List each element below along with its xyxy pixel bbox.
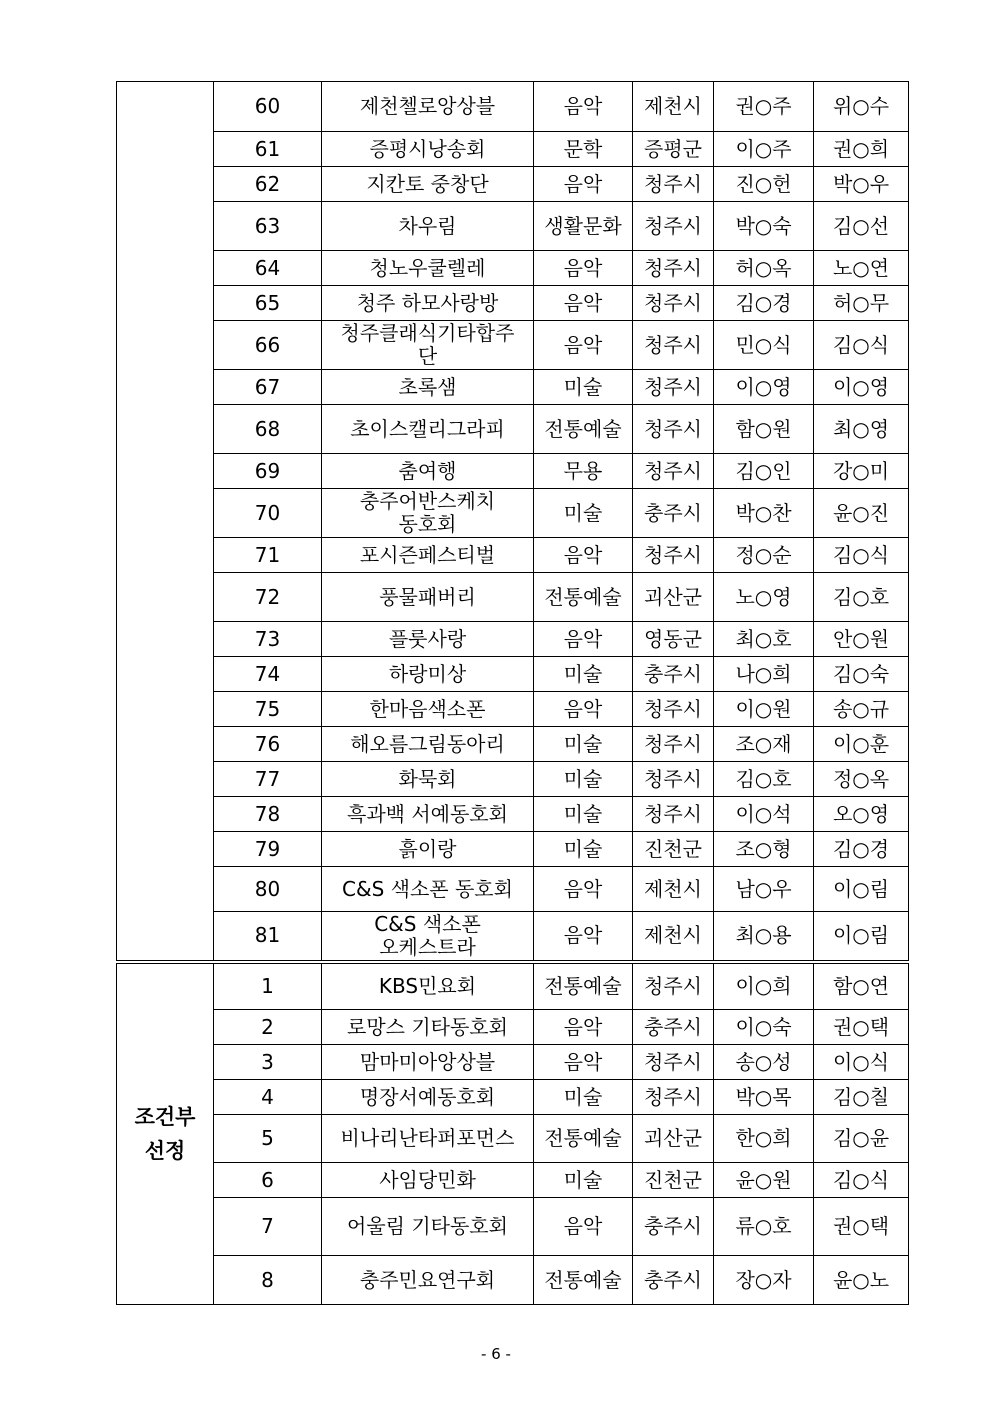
table-row <box>117 82 909 132</box>
region-cell: 청주시 <box>633 167 714 202</box>
contact-person-cell: 권○택 <box>814 1198 909 1256</box>
region-cell: 충주시 <box>633 657 714 692</box>
representative-cell: 이○영 <box>714 370 814 405</box>
region-cell: 제천시 <box>633 912 714 962</box>
contact-person-cell: 이○림 <box>814 867 909 912</box>
group-name-cell: KBS민요회 <box>322 962 534 1010</box>
genre-cell: 음악 <box>534 1045 633 1080</box>
row-number-cell: 2 <box>214 1010 322 1045</box>
group-name-cell: 하랑미상 <box>322 657 534 692</box>
representative-cell: 박○목 <box>714 1080 814 1115</box>
table-row <box>117 912 909 962</box>
table-row <box>117 321 909 370</box>
row-number-cell: 72 <box>214 573 322 622</box>
representative-cell: 윤○원 <box>714 1163 814 1198</box>
contact-person-cell: 최○영 <box>814 405 909 454</box>
region-cell: 청주시 <box>633 1080 714 1115</box>
group-name-cell: 증평시낭송회 <box>322 132 534 167</box>
row-number-cell: 79 <box>214 832 322 867</box>
row-number-cell: 70 <box>214 489 322 538</box>
region-cell: 제천시 <box>633 82 714 132</box>
row-number-cell: 76 <box>214 727 322 762</box>
region-cell: 충주시 <box>633 1198 714 1256</box>
region-cell: 청주시 <box>633 692 714 727</box>
row-number-cell: 73 <box>214 622 322 657</box>
contact-person-cell: 김○식 <box>814 321 909 370</box>
contact-person-cell: 강○미 <box>814 454 909 489</box>
representative-cell: 이○주 <box>714 132 814 167</box>
representative-cell: 조○형 <box>714 832 814 867</box>
contact-person-cell: 위○수 <box>814 82 909 132</box>
representative-cell: 함○원 <box>714 405 814 454</box>
group-name-cell: 제천첼로앙상블 <box>322 82 534 132</box>
table-row <box>117 251 909 286</box>
table-row <box>117 1163 909 1198</box>
row-number-cell: 78 <box>214 797 322 832</box>
table-row <box>117 1080 909 1115</box>
table-row <box>117 132 909 167</box>
region-cell: 증평군 <box>633 132 714 167</box>
genre-cell: 음악 <box>534 692 633 727</box>
contact-person-cell: 김○식 <box>814 1163 909 1198</box>
region-cell: 괴산군 <box>633 1115 714 1163</box>
genre-cell: 생활문화 <box>534 202 633 251</box>
representative-cell: 이○숙 <box>714 1010 814 1045</box>
row-number-cell: 62 <box>214 167 322 202</box>
table-row <box>117 762 909 797</box>
table-row <box>117 1198 909 1256</box>
representative-cell: 이○석 <box>714 797 814 832</box>
group-name-cell: 차우림 <box>322 202 534 251</box>
row-number-cell: 7 <box>214 1198 322 1256</box>
genre-cell: 전통예술 <box>534 1256 633 1305</box>
table-row <box>117 370 909 405</box>
group-name-cell: 흙이랑 <box>322 832 534 867</box>
table-row <box>117 867 909 912</box>
representative-cell: 이○원 <box>714 692 814 727</box>
genre-cell: 음악 <box>534 251 633 286</box>
group-name-cell: 포시즌페스티벌 <box>322 538 534 573</box>
row-number-cell: 60 <box>214 82 322 132</box>
region-cell: 청주시 <box>633 797 714 832</box>
row-number-cell: 5 <box>214 1115 322 1163</box>
region-cell: 청주시 <box>633 727 714 762</box>
region-cell: 청주시 <box>633 202 714 251</box>
group-name-cell: 충주어반스케치 동호회 <box>322 489 534 538</box>
row-number-cell: 75 <box>214 692 322 727</box>
group-name-cell: 해오름그림동아리 <box>322 727 534 762</box>
genre-cell: 미술 <box>534 1080 633 1115</box>
table-row <box>117 167 909 202</box>
row-number-cell: 3 <box>214 1045 322 1080</box>
genre-cell: 미술 <box>534 832 633 867</box>
region-cell: 청주시 <box>633 321 714 370</box>
group-name-cell: 청주클래식기타합주 단 <box>322 321 534 370</box>
group-name-cell: 한마음색소폰 <box>322 692 534 727</box>
table-row <box>117 489 909 538</box>
row-number-cell: 64 <box>214 251 322 286</box>
group-name-cell: 청주 하모사랑방 <box>322 286 534 321</box>
group-name-cell: 초록샘 <box>322 370 534 405</box>
representative-cell: 나○희 <box>714 657 814 692</box>
table-row <box>117 1045 909 1080</box>
table-row <box>117 286 909 321</box>
group-name-cell: 로망스 기타동호회 <box>322 1010 534 1045</box>
row-number-cell: 69 <box>214 454 322 489</box>
contact-person-cell: 권○택 <box>814 1010 909 1045</box>
representative-cell: 한○희 <box>714 1115 814 1163</box>
table-row <box>117 657 909 692</box>
region-cell: 영동군 <box>633 622 714 657</box>
genre-cell: 전통예술 <box>534 1115 633 1163</box>
region-cell: 청주시 <box>633 962 714 1010</box>
contact-person-cell: 허○무 <box>814 286 909 321</box>
row-number-cell: 68 <box>214 405 322 454</box>
genre-cell: 음악 <box>534 286 633 321</box>
contact-person-cell: 권○희 <box>814 132 909 167</box>
representative-cell: 최○호 <box>714 622 814 657</box>
row-number-cell: 61 <box>214 132 322 167</box>
genre-cell: 전통예술 <box>534 962 633 1010</box>
contact-person-cell: 김○선 <box>814 202 909 251</box>
genre-cell: 전통예술 <box>534 405 633 454</box>
group-name-cell: 초이스캘리그라피 <box>322 405 534 454</box>
representative-cell: 김○경 <box>714 286 814 321</box>
region-cell: 청주시 <box>633 454 714 489</box>
representative-cell: 진○헌 <box>714 167 814 202</box>
table-row <box>117 573 909 622</box>
genre-cell: 음악 <box>534 1010 633 1045</box>
region-cell: 충주시 <box>633 489 714 538</box>
row-number-cell: 63 <box>214 202 322 251</box>
contact-person-cell: 김○식 <box>814 538 909 573</box>
group-name-cell: 화묵회 <box>322 762 534 797</box>
genre-cell: 음악 <box>534 622 633 657</box>
genre-cell: 미술 <box>534 657 633 692</box>
region-cell: 진천군 <box>633 832 714 867</box>
genre-cell: 음악 <box>534 912 633 962</box>
group-name-cell: 명장서예동호회 <box>322 1080 534 1115</box>
table-row <box>117 797 909 832</box>
genre-cell: 무용 <box>534 454 633 489</box>
genre-cell: 미술 <box>534 1163 633 1198</box>
representative-cell: 박○숙 <box>714 202 814 251</box>
representative-cell: 노○영 <box>714 573 814 622</box>
contact-person-cell: 정○옥 <box>814 762 909 797</box>
group-name-cell: 청노우쿨렐레 <box>322 251 534 286</box>
group-name-cell: 플룻사랑 <box>322 622 534 657</box>
row-number-cell: 71 <box>214 538 322 573</box>
genre-cell: 음악 <box>534 82 633 132</box>
genre-cell: 미술 <box>534 370 633 405</box>
genre-cell: 음악 <box>534 1198 633 1256</box>
region-cell: 충주시 <box>633 1256 714 1305</box>
contact-person-cell: 송○규 <box>814 692 909 727</box>
table-row <box>117 1256 909 1305</box>
table-row <box>117 832 909 867</box>
table-row <box>117 454 909 489</box>
row-number-cell: 80 <box>214 867 322 912</box>
region-cell: 괴산군 <box>633 573 714 622</box>
roster-body <box>117 82 909 1305</box>
region-cell: 청주시 <box>633 251 714 286</box>
row-number-cell: 6 <box>214 1163 322 1198</box>
region-cell: 청주시 <box>633 1045 714 1080</box>
region-cell: 진천군 <box>633 1163 714 1198</box>
genre-cell: 미술 <box>534 727 633 762</box>
representative-cell: 권○주 <box>714 82 814 132</box>
contact-person-cell: 노○연 <box>814 251 909 286</box>
representative-cell: 남○우 <box>714 867 814 912</box>
contact-person-cell: 안○원 <box>814 622 909 657</box>
representative-cell: 최○용 <box>714 912 814 962</box>
region-cell: 청주시 <box>633 538 714 573</box>
row-number-cell: 1 <box>214 962 322 1010</box>
representative-cell: 박○찬 <box>714 489 814 538</box>
section-label: 조건부 선정 <box>117 962 214 1305</box>
group-name-cell: 맘마미아앙상블 <box>322 1045 534 1080</box>
group-name-cell: C&S 색소폰 오케스트라 <box>322 912 534 962</box>
group-name-cell: 사임당민화 <box>322 1163 534 1198</box>
group-name-cell: C&S 색소폰 동호회 <box>322 867 534 912</box>
region-cell: 청주시 <box>633 762 714 797</box>
group-name-cell: 충주민요연구회 <box>322 1256 534 1305</box>
contact-person-cell: 김○경 <box>814 832 909 867</box>
representative-cell: 이○희 <box>714 962 814 1010</box>
region-cell: 청주시 <box>633 286 714 321</box>
table-row <box>117 1115 909 1163</box>
genre-cell: 전통예술 <box>534 573 633 622</box>
table-row <box>117 202 909 251</box>
row-number-cell: 74 <box>214 657 322 692</box>
contact-person-cell: 윤○노 <box>814 1256 909 1305</box>
genre-cell: 미술 <box>534 797 633 832</box>
roster-table <box>116 81 909 1305</box>
group-name-cell: 어울림 기타동호회 <box>322 1198 534 1256</box>
contact-person-cell: 김○윤 <box>814 1115 909 1163</box>
table-row <box>117 622 909 657</box>
table-row <box>117 962 909 1010</box>
row-number-cell: 65 <box>214 286 322 321</box>
group-name-cell: 비나리난타퍼포먼스 <box>322 1115 534 1163</box>
table-row <box>117 727 909 762</box>
representative-cell: 조○재 <box>714 727 814 762</box>
representative-cell: 허○옥 <box>714 251 814 286</box>
contact-person-cell: 이○식 <box>814 1045 909 1080</box>
row-number-cell: 4 <box>214 1080 322 1115</box>
contact-person-cell: 이○림 <box>814 912 909 962</box>
row-number-cell: 77 <box>214 762 322 797</box>
group-name-cell: 풍물패버리 <box>322 573 534 622</box>
representative-cell: 송○성 <box>714 1045 814 1080</box>
genre-cell: 음악 <box>534 321 633 370</box>
page-number: - 6 - <box>481 1345 511 1363</box>
genre-cell: 음악 <box>534 867 633 912</box>
group-name-cell: 흑과백 서예동호회 <box>322 797 534 832</box>
genre-cell: 음악 <box>534 167 633 202</box>
contact-person-cell: 김○숙 <box>814 657 909 692</box>
contact-person-cell: 김○칠 <box>814 1080 909 1115</box>
row-number-cell: 67 <box>214 370 322 405</box>
contact-person-cell: 이○영 <box>814 370 909 405</box>
contact-person-cell: 오○영 <box>814 797 909 832</box>
section-label <box>117 82 214 962</box>
region-cell: 충주시 <box>633 1010 714 1045</box>
representative-cell: 김○호 <box>714 762 814 797</box>
table-row <box>117 538 909 573</box>
contact-person-cell: 윤○진 <box>814 489 909 538</box>
region-cell: 청주시 <box>633 405 714 454</box>
genre-cell: 음악 <box>534 538 633 573</box>
table-row <box>117 405 909 454</box>
genre-cell: 미술 <box>534 762 633 797</box>
contact-person-cell: 함○연 <box>814 962 909 1010</box>
representative-cell: 류○호 <box>714 1198 814 1256</box>
row-number-cell: 8 <box>214 1256 322 1305</box>
row-number-cell: 81 <box>214 912 322 962</box>
region-cell: 제천시 <box>633 867 714 912</box>
contact-person-cell: 박○우 <box>814 167 909 202</box>
representative-cell: 김○인 <box>714 454 814 489</box>
genre-cell: 미술 <box>534 489 633 538</box>
representative-cell: 정○순 <box>714 538 814 573</box>
group-name-cell: 지칸토 중창단 <box>322 167 534 202</box>
contact-person-cell: 김○호 <box>814 573 909 622</box>
representative-cell: 민○식 <box>714 321 814 370</box>
table-row <box>117 692 909 727</box>
group-name-cell: 춤여행 <box>322 454 534 489</box>
row-number-cell: 66 <box>214 321 322 370</box>
region-cell: 청주시 <box>633 370 714 405</box>
genre-cell: 문학 <box>534 132 633 167</box>
contact-person-cell: 이○훈 <box>814 727 909 762</box>
representative-cell: 장○자 <box>714 1256 814 1305</box>
table-row <box>117 1010 909 1045</box>
